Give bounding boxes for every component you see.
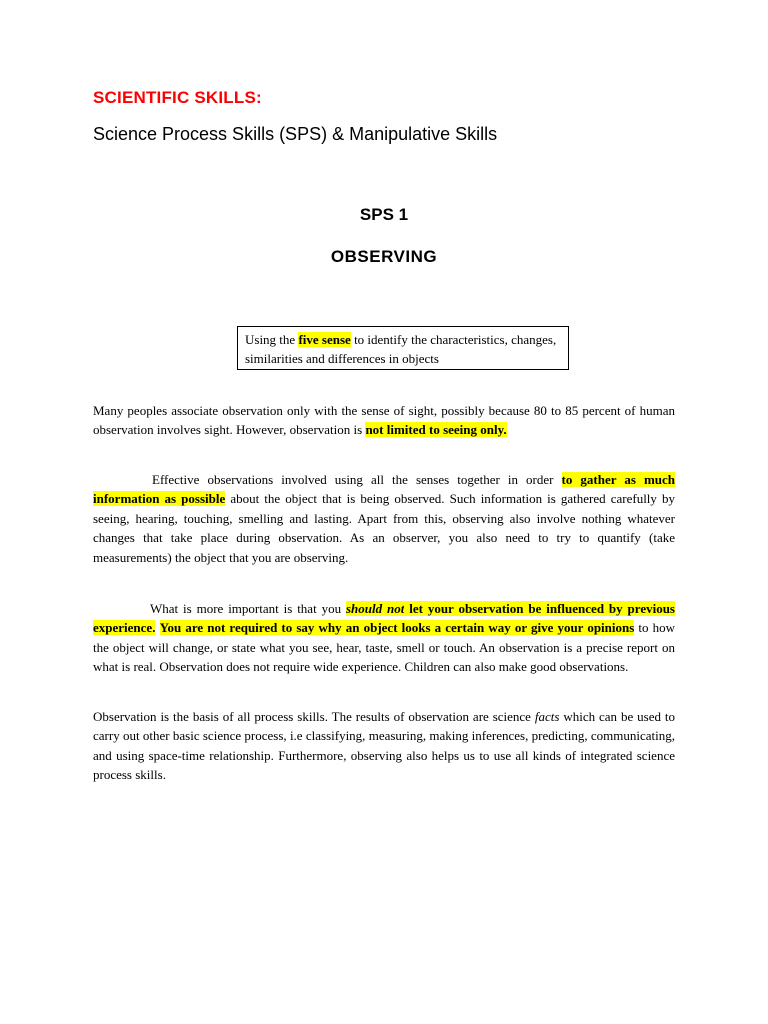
paragraph-4-text-1: Observation is the basis of all process skills. The results of observation are science [93, 709, 535, 724]
paragraph-2 [93, 470, 675, 567]
paragraph-4-italic: facts [534, 709, 560, 724]
paragraph-1 [93, 401, 675, 440]
definition-pre: Using the [245, 332, 299, 347]
paragraph-3-text-2: to how the object will change, or state what you see, hear, taste, smell or touch. An observation is a precise report on what is real. Observation does not require wide experience. Children can also make good observations. [93, 620, 676, 675]
definition-highlight: five sense [298, 332, 351, 347]
section-name: OBSERVING [330, 247, 438, 266]
definition-box [237, 326, 569, 370]
paragraph-3-highlight-2: You are not required to say why an object looks a certain way or give your opinions [159, 620, 635, 636]
section-number: SPS 1 [359, 205, 409, 224]
paragraph-1-highlight: not limited to seeing only. [365, 422, 507, 438]
paragraph-3 [93, 599, 675, 677]
paragraph-2-text-2: about the object that is being observed. Such information is gathered carefully by seeing, hearing, touching, smelling and lasting. Apart from this, observing also involve nothing whatever changes that take place during observation. As an observer, you also need to try to quantify (take measurements) the object that you are observing. [93, 491, 675, 565]
paragraph-3-highlight-1: let your observation be influenced by previous experience. [93, 601, 675, 636]
paragraph-4-text-2: which can be used to carry out other basic science process, i.e classifying, measuring, making inferences, predicting, communicating, and using space-time relationship. Furthermore, observing also helps us to use all kinds of integrated science process skills. [93, 709, 675, 783]
paragraph-2-highlight: to gather as much information as possible [93, 472, 676, 507]
paragraph-3-text-1: What is more important is that you [150, 601, 346, 616]
paragraph-1-text: Many peoples associate observation only with the sense of sight, possibly because 80 to 85 percent of human observation involves sight. However, observation is [93, 403, 675, 438]
paragraph-4 [93, 707, 675, 785]
page-subtitle: Science Process Skills (SPS) & Manipulative Skills [93, 124, 498, 144]
paragraph-3-highlight-italic: should not [345, 601, 405, 616]
paragraph-3-space [155, 620, 159, 635]
paragraph-2-text-1: Effective observations involved using all the senses together in order [152, 472, 562, 487]
page-title: SCIENTIFIC SKILLS: [93, 88, 262, 107]
definition-post: to identify the characteristics, changes, similarities and differences in objects [245, 332, 557, 366]
